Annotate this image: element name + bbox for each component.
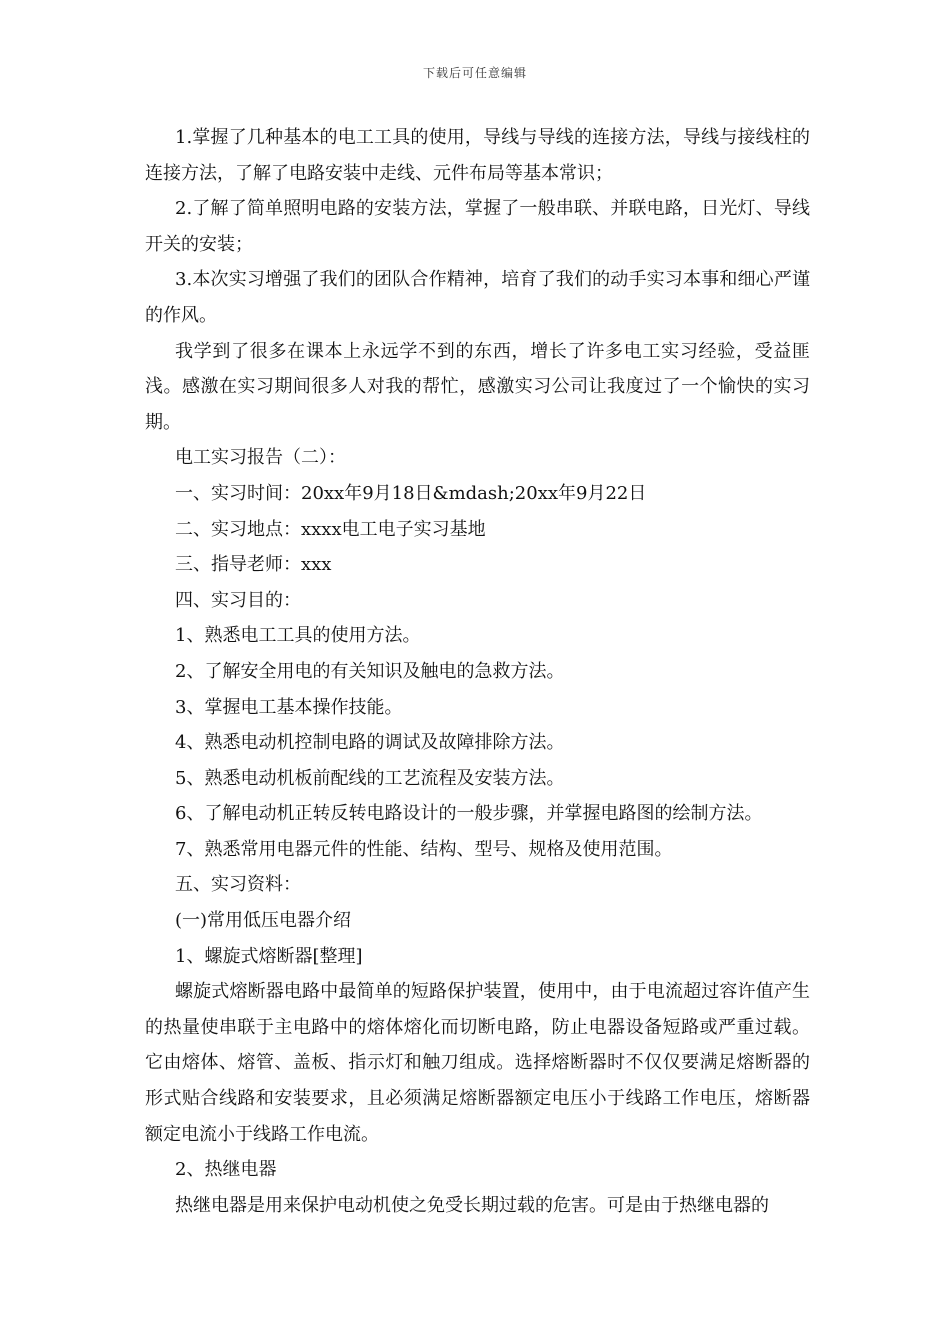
paragraph: 3.本次实习增强了我们的团队合作精神，培育了我们的动手实习本事和细心严谨的作风。	[145, 269, 810, 326]
paragraph: (一)常用低压电器介绍	[175, 910, 352, 932]
section-heading: 电工实习报告（二）：	[175, 447, 346, 469]
paragraph: 我学到了很多在课本上永远学不到的东西，增长了许多电工实习经验，受益匪浅。感激在实习期间很多人对我的帮忙，感激实习公司让我度过了一个愉快的实习期。	[145, 340, 810, 433]
paragraph: 四、实习目的：	[175, 589, 301, 611]
paragraph: 1、螺旋式熔断器[整理]	[175, 945, 363, 967]
list-item: 4、熟悉电动机控制电路的调试及故障排除方法。	[175, 732, 565, 754]
paragraph: 一、实习时间：20xx年9月18日&mdash;20xx年9月22日	[175, 482, 647, 504]
list-item: 1、熟悉电工工具的使用方法。	[175, 625, 421, 647]
paragraph: 2、热继电器	[175, 1159, 277, 1181]
paragraph: 2.了解了简单照明电路的安装方法，掌握了一般串联、并联电路，日光灯、导线开关的安装；	[145, 198, 810, 255]
list-item: 2、了解安全用电的有关知识及触电的急救方法。	[175, 660, 565, 682]
list-item: 5、熟悉电动机板前配线的工艺流程及安装方法。	[175, 767, 565, 789]
paragraph: 1.掌握了几种基本的电工工具的使用，导线与导线的连接方法，导线与接线柱的连接方法，了解了电路安装中走线、元件布局等基本常识；	[145, 127, 810, 184]
list-item: 3、掌握电工基本操作技能。	[175, 696, 403, 718]
paragraph: 螺旋式熔断器电路中最简单的短路保护装置，使用中，由于电流超过容许值产生的热量使串联于主电路中的熔体熔化而切断电路，防止电器设备短路或严重过载。它由熔体、熔管、盖板、指示灯和触刀组成。选择熔断器时不仅仅要满足熔断器的形式贴合线路和安装要求，且必须满足熔断器额定电压小于线路工作电压，熔断器额定电流小于线路工作电流。	[145, 981, 810, 1145]
list-item: 6、了解电动机正转反转电路设计的一般步骤，并掌握电路图的绘制方法。	[175, 803, 763, 825]
page-header-note: 下载后可任意编辑	[422, 66, 527, 80]
paragraph: 三、指导老师：xxx	[175, 554, 332, 576]
document-body	[145, 120, 810, 1223]
paragraph: 五、实习资料：	[175, 874, 301, 896]
paragraph: 热继电器是用来保护电动机使之免受长期过载的危害。可是由于热继电器的	[175, 1194, 769, 1216]
paragraph: 二、实习地点：xxxx电工电子实习基地	[175, 518, 486, 540]
list-item: 7、熟悉常用电器元件的性能、结构、型号、规格及使用范围。	[175, 838, 673, 860]
